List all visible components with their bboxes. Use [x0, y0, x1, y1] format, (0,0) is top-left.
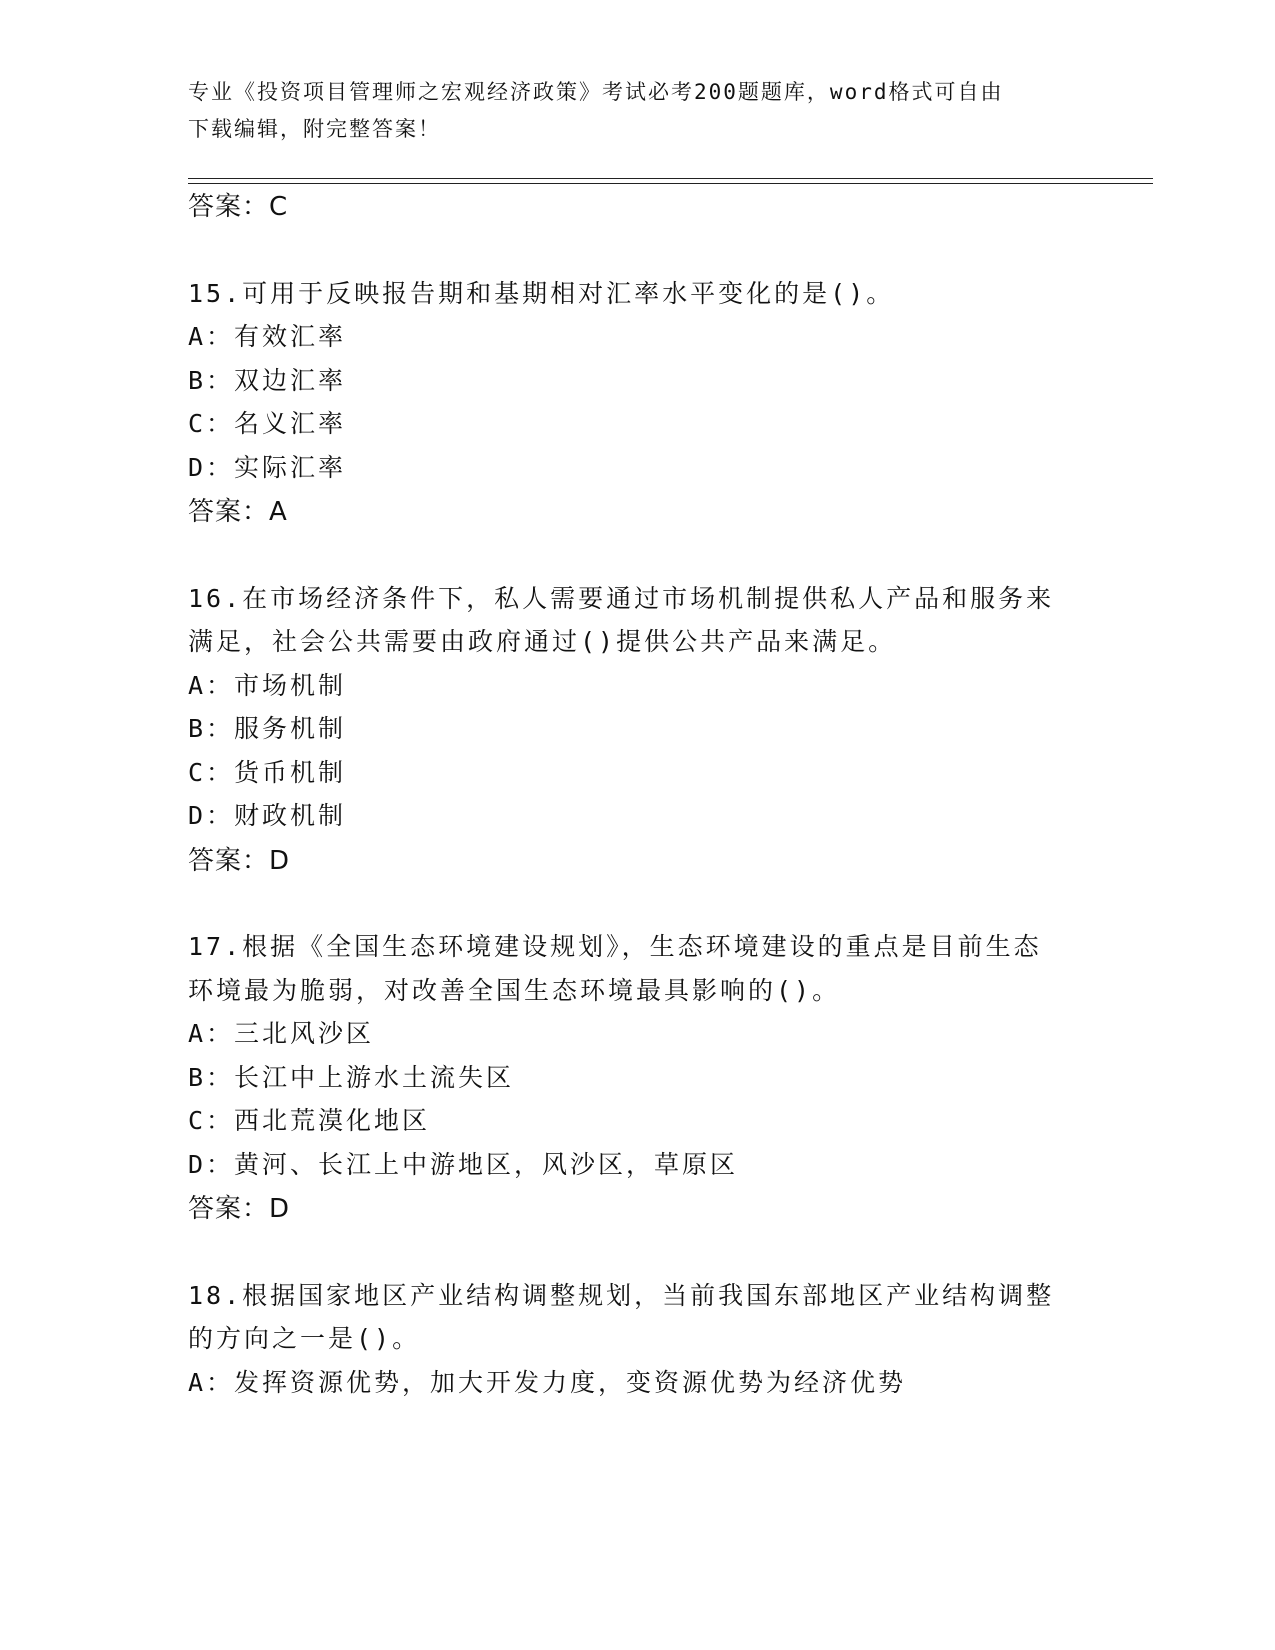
question-17-option-c: C：西北荒漠化地区 [188, 1106, 431, 1135]
header-line-1: 专业《投资项目管理师之宏观经济政策》考试必考200题题库，word格式可自由 [188, 80, 1004, 104]
question-16-option-c: C：货币机制 [188, 758, 347, 787]
question-15-answer: 答案：A [188, 497, 288, 527]
question-16-stem-line-2: 满足，社会公共需要由政府通过()提供公共产品来满足。 [188, 627, 897, 656]
previous-answer: 答案：C [188, 192, 289, 222]
question-15-option-c: C：名义汇率 [188, 409, 347, 438]
question-18-option-a: A：发挥资源优势，加大开发力度，变资源优势为经济优势 [188, 1368, 907, 1397]
header-divider-top [188, 178, 1153, 179]
question-18-stem-line-2: 的方向之一是()。 [188, 1324, 421, 1353]
question-18-stem-line-1: 18.根据国家地区产业结构调整规划，当前我国东部地区产业结构调整 [188, 1281, 1055, 1310]
question-16-option-d: D：财政机制 [188, 801, 347, 830]
header-line-2: 下载编辑，附完整答案！ [188, 117, 441, 141]
question-15-stem: 15.可用于反映报告期和基期相对汇率水平变化的是()。 [188, 279, 895, 308]
question-17-option-a: A：三北风沙区 [188, 1019, 375, 1048]
question-17-option-d: D：黄河、长江上中游地区，风沙区，草原区 [188, 1150, 739, 1179]
question-17-answer: 答案：D [188, 1194, 291, 1224]
question-16-stem-line-1: 16.在市场经济条件下，私人需要通过市场机制提供私人产品和服务来 [188, 584, 1055, 613]
question-16-answer: 答案：D [188, 846, 291, 876]
header-divider-bottom [188, 183, 1153, 184]
question-15-option-a: A：有效汇率 [188, 322, 347, 351]
question-15-option-d: D：实际汇率 [188, 453, 347, 482]
question-16-option-a: A：市场机制 [188, 671, 347, 700]
question-16-option-b: B：服务机制 [188, 714, 347, 743]
question-17-stem-line-1: 17.根据《全国生态环境建设规划》，生态环境建设的重点是目前生态 [188, 932, 1042, 961]
question-17-option-b: B：长江中上游水土流失区 [188, 1063, 515, 1092]
question-17-stem-line-2: 环境最为脆弱，对改善全国生态环境最具影响的()。 [188, 976, 841, 1005]
document-header [188, 74, 1088, 148]
question-15-option-b: B：双边汇率 [188, 366, 347, 395]
